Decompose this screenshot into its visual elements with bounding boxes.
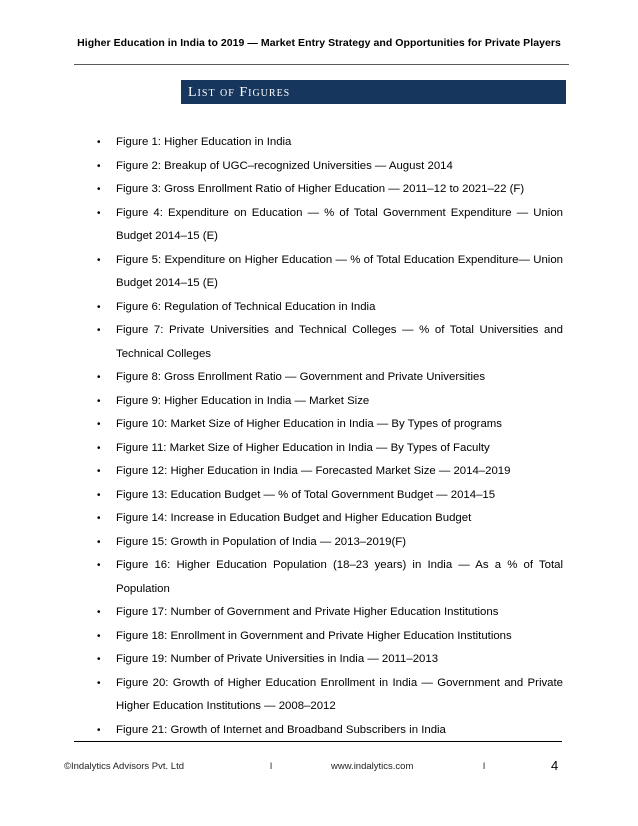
figure-title: Figure 16: Higher Education Population (18–23 years) in India — As a % of Total Population	[116, 559, 563, 595]
figure-title: Figure 3: Gross Enrollment Ratio of Higher Education — 2011–12 to 2021–22 (F)	[116, 183, 525, 195]
bullet-icon: •	[97, 654, 101, 665]
figure-title: Figure 19: Number of Private Universities in India — 2011–2013	[116, 653, 439, 665]
figure-list-item	[95, 554, 563, 601]
bullet-icon: •	[97, 419, 101, 430]
figure-list-item	[95, 413, 563, 437]
header-divider	[74, 64, 569, 65]
figure-title: Figure 1: Higher Education in India	[116, 136, 292, 148]
figure-list-item	[95, 319, 563, 366]
figure-title: Figure 12: Higher Education in India — Forecasted Market Size — 2014–2019	[116, 465, 511, 477]
running-header-title: Higher Education in India to 2019 — Market Entry Strategy and Opportunities for Private Players	[77, 37, 561, 49]
bullet-icon: •	[97, 489, 101, 501]
figure-list-item	[95, 601, 563, 625]
figure-title: Figure 14: Increase in Education Budget and Higher Education Budget	[116, 512, 472, 524]
figure-title: Figure 2: Breakup of UGC–recognized Universities — August 2014	[116, 159, 453, 172]
bullet-icon: •	[97, 160, 101, 172]
figure-title: Figure 7: Private Universities and Technical Colleges — % of Total Universities and Technical Colleges	[116, 324, 563, 360]
figure-title: Figure 15: Growth in Population of India — 2013–2019(F)	[116, 535, 406, 548]
figure-list-item	[95, 648, 563, 672]
bullet-icon: •	[97, 301, 101, 313]
figure-title: Figure 20: Growth of Higher Education Enrollment in India — Government and Private Higher Education Institutions — 2008–2012	[116, 676, 563, 712]
bullet-icon: •	[97, 677, 101, 689]
bullet-icon: •	[97, 607, 101, 618]
figure-title: Figure 4: Expenditure on Education — % of Total Government Expenditure — Union Budget 2014–15 (E)	[116, 206, 563, 242]
bullet-icon: •	[97, 254, 101, 266]
bullet-icon: •	[97, 513, 101, 524]
figure-list-item	[95, 202, 563, 249]
bullet-icon: •	[97, 442, 101, 454]
bullet-icon: •	[97, 137, 101, 148]
figure-list-item	[95, 672, 563, 719]
bullet-icon: •	[97, 372, 101, 383]
figure-list-item	[95, 155, 563, 179]
figure-list-item	[95, 460, 563, 484]
figure-list-item	[95, 484, 563, 508]
figure-list-item	[95, 507, 563, 531]
bullet-icon: •	[97, 630, 101, 642]
footer-separator: l	[483, 761, 486, 772]
figure-title: Figure 5: Expenditure on Higher Education — % of Total Education Expenditure— Union Budget 2014–15 (E)	[116, 253, 563, 289]
figure-title: Figure 13: Education Budget — % of Total Government Budget — 2014–15	[116, 488, 496, 501]
footer-copyright: ©Indalytics Advisors Pvt. Ltd	[64, 761, 184, 772]
figure-title: Figure 11: Market Size of Higher Education in India — By Types of Faculty	[116, 441, 490, 454]
figure-list-item	[95, 366, 563, 390]
figure-title: Figure 18: Enrollment in Government and Private Higher Education Institutions	[116, 629, 512, 642]
figure-list-item	[95, 625, 563, 649]
figure-list-item	[95, 178, 563, 202]
footer-separator: l	[270, 761, 273, 772]
figure-title: Figure 8: Gross Enrollment Ratio — Government and Private Universities	[116, 371, 486, 383]
figure-title: Figure 21: Growth of Internet and Broadband Subscribers in India	[116, 723, 446, 736]
page-footer	[64, 759, 568, 775]
bullet-icon: •	[97, 207, 101, 219]
figure-title: Figure 9: Higher Education in India — Market Size	[116, 394, 370, 407]
figure-list-item	[95, 249, 563, 296]
figure-list	[95, 131, 563, 742]
bullet-icon: •	[97, 184, 101, 195]
figure-title: Figure 6: Regulation of Technical Education in India	[116, 300, 376, 313]
figure-title: Figure 10: Market Size of Higher Education in India — By Types of programs	[116, 418, 502, 430]
figure-title: Figure 17: Number of Government and Private Higher Education Institutions	[116, 606, 499, 618]
figure-list-item	[95, 719, 563, 743]
figure-list-item	[95, 437, 563, 461]
figure-list-item	[95, 296, 563, 320]
section-heading: List of Figures	[181, 80, 566, 104]
page-number: 4	[551, 758, 559, 773]
bullet-icon: •	[97, 560, 101, 571]
figure-list-item	[95, 531, 563, 555]
figure-list-item	[95, 131, 563, 155]
bullet-icon: •	[97, 325, 101, 336]
bullet-icon: •	[97, 395, 101, 407]
bullet-icon: •	[97, 466, 101, 477]
footer-divider	[74, 741, 562, 742]
bullet-icon: •	[97, 724, 101, 736]
footer-website-link[interactable]: www.indalytics.com	[331, 761, 414, 772]
figure-list-item	[95, 390, 563, 414]
bullet-icon: •	[97, 536, 101, 548]
